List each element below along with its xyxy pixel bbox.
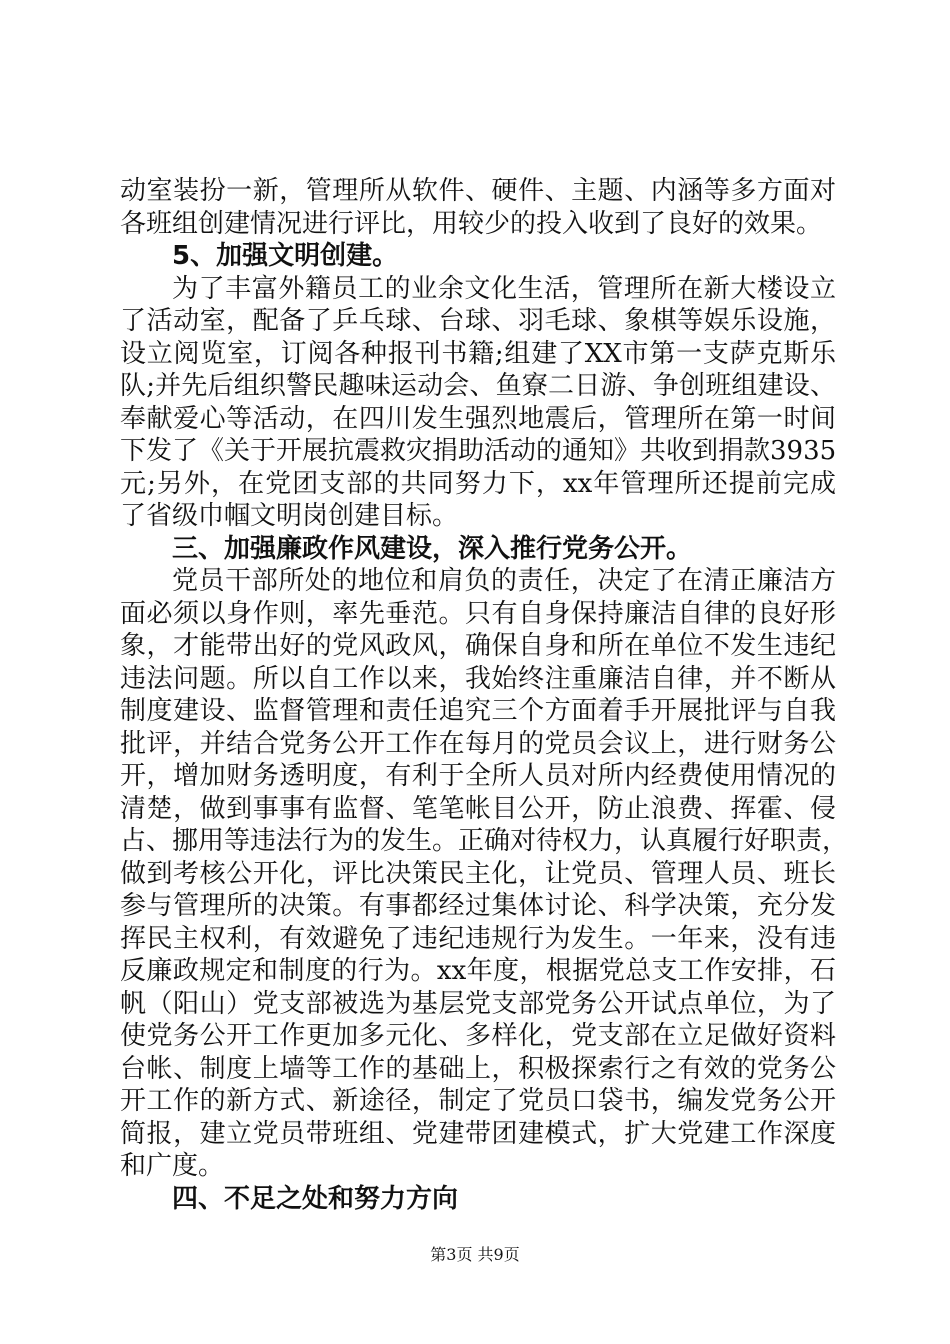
body-text-line: 队;并先后组织警民趣味运动会、鱼寮二日游、争创班组建设、 xyxy=(120,371,836,401)
body-text-line: 动室装扮一新，管理所从软件、硬件、主题、内涵等多方面对 xyxy=(120,176,836,206)
section-heading: 四、不足之处和努力方向 xyxy=(172,1183,459,1214)
body-text-line: 象，才能带出好的党风政风，确保自身和所在单位不发生违纪 xyxy=(120,631,836,661)
body-text-line: 了省级巾帼文明岗创建目标。 xyxy=(120,501,459,531)
body-text-line: 帆（阳山）党支部被选为基层党支部党务公开试点单位，为了 xyxy=(120,988,836,1019)
body-text-line: 挥民主权利，有效避免了违纪违规行为发生。一年来，没有违 xyxy=(120,923,836,954)
paragraph-first-line: 为了丰富外籍员工的业余文化生活，管理所在新大楼设立 xyxy=(172,273,836,304)
page-footer: 第3页 共9页 xyxy=(430,1245,520,1264)
body-text-line: 和广度。 xyxy=(120,1151,225,1181)
section-heading: 三、加强廉政作风建设，深入推行党务公开。 xyxy=(172,533,693,564)
section-subheading: 5、加强文明创建。 xyxy=(172,241,399,271)
body-text-line: 各班组创建情况进行评比，用较少的投入收到了良好的效果。 xyxy=(120,208,823,239)
body-text-line: 开工作的新方式、新途径，制定了党员口袋书，编发党务公开 xyxy=(120,1086,836,1116)
body-text-line: 反廉政规定和制度的行为。xx年度，根据党总支工作安排，石 xyxy=(120,956,836,986)
body-text-line: 了活动室，配备了乒乓球、台球、羽毛球、象棋等娱乐设施， xyxy=(120,306,836,336)
body-text-line: 参与管理所的决策。有事都经过集体讨论、科学决策，充分发 xyxy=(120,891,836,921)
body-text-line: 使党务公开工作更加多元化、多样化，党支部在立足做好资料 xyxy=(120,1021,836,1051)
body-text-line: 简报，建立党员带班组、党建带团建模式，扩大党建工作深度 xyxy=(120,1118,836,1149)
body-text-line: 清楚，做到事事有监督、笔笔帐目公开，防止浪费、挥霍、侵 xyxy=(120,793,836,824)
body-text-line: 批评，并结合党务公开工作在每月的党员会议上，进行财务公 xyxy=(120,728,836,759)
body-text-line: 开，增加财务透明度，有利于全所人员对所内经费使用情况的 xyxy=(120,761,836,791)
body-text-line: 元;另外，在党团支部的共同努力下，xx年管理所还提前完成 xyxy=(120,468,836,499)
paragraph-first-line: 党员干部所处的地位和肩负的责任，决定了在清正廉洁方 xyxy=(172,566,836,596)
body-text-line: 设立阅览室，订阅各种报刊书籍;组建了XX市第一支萨克斯乐 xyxy=(120,338,836,369)
body-text-line: 面必须以身作则，率先垂范。只有自身保持廉洁自律的良好形 xyxy=(120,598,836,629)
body-text-line: 制度建设、监督管理和责任追究三个方面着手开展批评与自我 xyxy=(120,696,836,726)
body-text-line: 违法问题。所以自工作以来，我始终注重廉洁自律，并不断从 xyxy=(120,663,836,694)
body-text-line: 奉献爱心等活动，在四川发生强烈地震后，管理所在第一时间 xyxy=(120,403,836,434)
body-text-line: 下发了《关于开展抗震救灾捐助活动的通知》共收到捐款3935 xyxy=(120,436,837,466)
body-text-line: 做到考核公开化，评比决策民主化，让党员、管理人员、班长 xyxy=(120,858,836,889)
body-text-line: 台帐、制度上墙等工作的基础上，积极探索行之有效的党务公 xyxy=(120,1053,836,1084)
body-text-line: 占、挪用等违法行为的发生。正确对待权力，认真履行好职责， xyxy=(120,826,849,856)
